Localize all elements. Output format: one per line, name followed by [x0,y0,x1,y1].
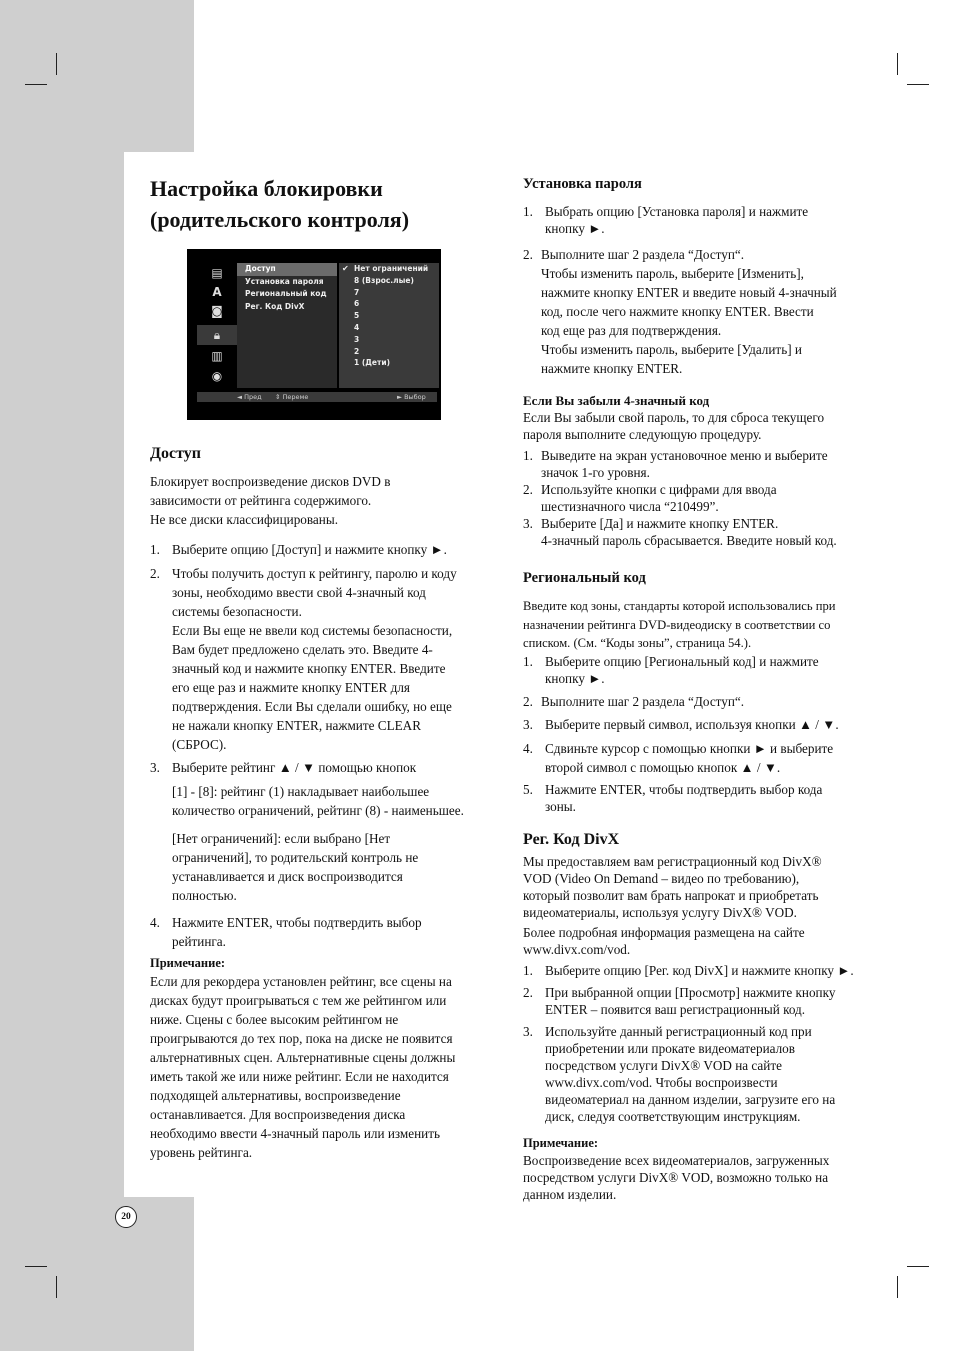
osd-help-bar [197,392,437,402]
osd-value-item: 2 [354,346,360,356]
lock-icon: 🔒︎ [197,325,237,345]
osd-value-item: 7 [354,287,360,297]
osd-prev-hint: ◄ Пред [237,393,262,401]
region-heading: Региональный код [523,570,646,586]
list-item: 3. Выберите [Да] и нажмите кнопку ENTER. 4-значный пароль сбрасывается. Введите новый код. [523,516,837,548]
page-title: Настройка блокировки (родительского контроля) [150,176,410,232]
divx-steps [523,962,875,1125]
list-item: 2. Выполните шаг 2 раздела “Доступ“. Чтобы изменить пароль, выберите [Изменить], нажмите кнопку ENTER и введите новый 4-значный код, после чего нажмите кнопку ENTER. Ввести код еще раз для подтверждения. Чтобы изменить пароль, выберите [Удалить] и нажмите кнопку ENTER. [523,247,837,376]
password-heading: Установка пароля [523,176,642,192]
note-heading: Примечание: [523,1135,599,1150]
osd-value-item: 5 [354,311,360,321]
crop-mark [56,1276,57,1298]
access-intro: Блокирует воспроизведение дисков DVD в зависимости от рейтинга содержимого. Не все диски классифицированы. [150,474,391,527]
access-steps [150,540,498,951]
no-limit-note: [Нет ограничений]: если выбрано [Нет ограничений], то родительский контроль не устанавливается и диск воспроизводится полностью. [172,831,419,903]
list-item: 1. Выберите опцию [Доступ] и нажмите кнопку ►. [150,542,447,557]
osd-value-item: 8 (Взрос.лые) [354,275,414,285]
language-icon: A [212,285,222,299]
list-item: 1. Выбрать опцию [Установка пароля] и нажмите кнопку ►. [523,204,809,236]
crop-mark [56,53,57,75]
crop-mark [907,84,929,85]
list-item: 4. Нажмите ENTER, чтобы подтвердить выбор рейтинга. [150,915,422,949]
forgot-intro: Если Вы забыли свой пароль, то для сброса текущего пароля выполните следующую процедуру. [523,410,825,442]
osd-value-list [339,263,439,388]
note-text: Если для рекордера установлен рейтинг, все сцены на дисках будут проигрываться с тем же рейтингом или ниже. Сцены с более высоким рейтингом не проигрываются до тех пор, пока на диске не появится альтернативных сцен. Альтернативные сцены должны иметь такой же или ниже рейтинг. Если не находится подходящей альтернативы, воспроизведение останавливается. Для воспроизведения диска необходимо ввести 4-значный пароль или изменить уровень рейтинга. [150,974,456,1160]
osd-menu-screenshot [187,249,441,420]
gray-band-bottom [0,1197,194,1351]
list-item: 4. Сдвиньте курсор с помощью кнопки ► и выберите второй символ с помощью кнопок ▲ / ▼. [523,740,834,775]
crop-mark [897,53,898,75]
crop-mark [25,1266,47,1267]
osd-value-item: ✔ Нет ограничений [342,264,429,273]
osd-menu-list [237,263,337,388]
recording-icon: ▥ [211,349,223,363]
audio-icon: ◙ [211,304,223,318]
disc-icon: ◉ [211,369,223,383]
forgot-heading: Если Вы забыли 4-значный код [523,393,710,408]
forgot-steps [523,447,875,549]
right-column [523,175,875,1203]
list-item: 3. Выберите рейтинг ▲ / ▼ помощью кнопок [1] - [8]: рейтинг (1) накладывает наибольшее количество ограничений, рейтинг (8) - наименьшее. [Нет ограничений]: если выбрано [Нет ограничений], то родительский контроль не устанавливается и диск воспроизводится полностью. [150,758,498,905]
list-item: 1. Выберите опцию [Региональный код] и нажмите кнопку ►. [523,653,819,686]
crop-mark [907,1266,929,1267]
osd-menu-item: Рег. Код DivX [245,301,305,311]
region-intro: Введите код зоны, стандарты которой использовались при назначении рейтинга DVD-видеодиску в соответствии со списком. (См. “Коды зоны”, страница 54.). [523,599,836,650]
access-heading: Доступ [150,445,201,462]
note-heading: Примечание: [150,956,226,970]
list-item: 2. Чтобы получить доступ к рейтингу, паролю и коду зоны, необходимо ввести свой 4-значный код системы безопасности. Если Вы еще не ввели код системы безопасности, Вам будет предложено сделать это. Введите 4- значный код и нажмите кнопку ENTER. Введите его еще раз и нажмите кнопку ENTER для подтверждения. Если Вы сделали ошибку, но еще не нажали кнопку ENTER, нажмите CLEAR (СБРОС). [150,566,457,752]
divx-more: Более подробная информация размещена на сайте www.divx.com/vod. [523,924,805,957]
gray-band-left [0,0,124,1351]
list-item: 5. Нажмите ENTER, чтобы подтвердить выбор кода зоны. [523,781,823,814]
disc-menu-icon: ▤ [211,266,223,280]
crop-mark [25,84,47,85]
crop-mark [897,1276,898,1298]
osd-select-hint: ► Выбор [397,393,426,401]
list-item: 3. Выберите первый символ, используя кнопки ▲ / ▼. [523,716,839,732]
list-item: 2. При выбранной опции [Просмотр] нажмите кнопку ENTER – появится ваш регистрационный код. [523,984,836,1017]
note-text: Воспроизведение всех видеоматериалов, загруженных посредством услуги DivX® VOD, возможно только на данном изделии. [523,1152,830,1202]
osd-move-hint: ⇕ Переме [275,393,309,401]
osd-menu-item: Региональный код [245,289,327,298]
osd-value-item: 4 [354,322,360,332]
divx-heading: Рег. Код DivX [523,830,620,848]
rating-range-note: [1] - [8]: рейтинг (1) накладывает наибольшее количество ограничений, рейтинг (8) - наименьшее. [172,784,464,818]
osd-value-item: 1 (Дети) [354,358,391,368]
osd-value-item: 6 [354,299,360,309]
region-steps [523,653,875,815]
list-item: 2. Выполните шаг 2 раздела “Доступ“. [523,693,745,709]
list-item: 2. Используйте кнопки с цифрами для ввода шестизначного числа “210499”. [523,482,777,514]
osd-menu-item: Установка пароля [245,276,324,286]
list-item: 1. Выберите опцию [Рег. код DivX] и нажмите кнопку ►. [523,962,854,978]
password-steps [523,203,875,378]
check-icon: ✔ [342,264,349,273]
osd-value-item: 3 [354,334,360,344]
list-item: 3. Используйте данный регистрационный код при приобретении или прокате видеоматериалов посредством услуги DivX® VOD на сайте www.divx.com/vod. Чтобы воспроизвести видеоматериал на данном изделии, загрузите его на диск, следуя соответствующим инструкциям. [523,1023,836,1124]
page-number: 20 [115,1206,137,1228]
left-column [150,173,498,1162]
osd-menu-item: Доступ [237,263,337,276]
divx-intro: Мы предоставляем вам регистрационный код DivX® VOD (Video On Demand – видео по требованию), который позволит вам брать напрокат и приобретать видеоматериалы, используя услугу DivX® VOD. [523,853,822,920]
list-item: 1. Выведите на экран установочное меню и выберите значок 1-го уровня. [523,448,828,480]
